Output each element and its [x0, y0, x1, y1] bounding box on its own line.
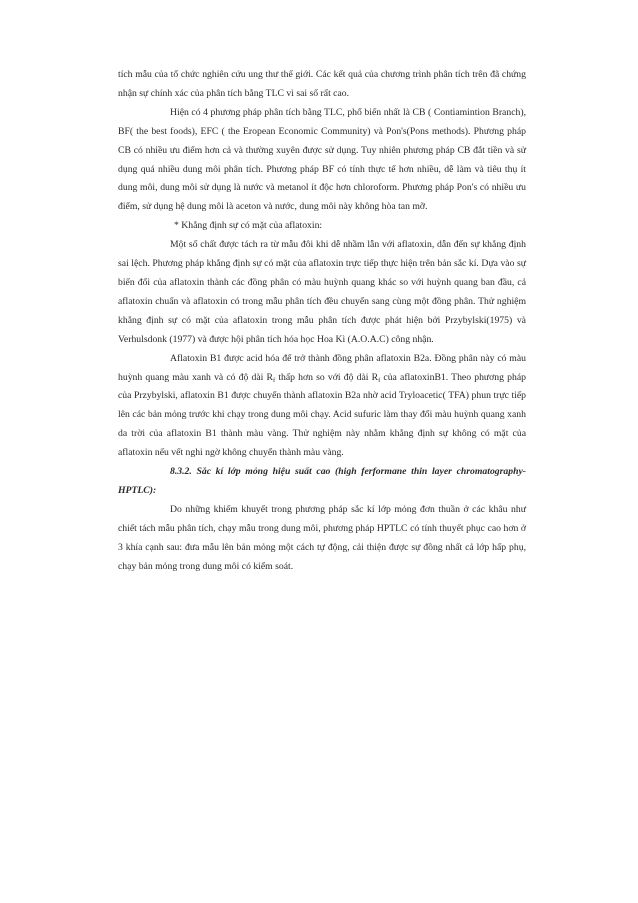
rf-subscript: f: [378, 376, 381, 384]
confirm-aflatoxin-heading: * Khẳng định sự có mặt của aflatoxin:: [174, 220, 323, 232]
b1-text-part3: của aflatoxinB1. Theo phương pháp của Przybylski, aflatoxin B1 được chuyển thành aflatoxin B2a nhờ acid Tryloacetic( TFA) phun trực tiếp lên các bản mỏng trước khi chạy trong dung môi chạy. Acid sufuric làm thay đổi màu huỳnh quang xanh da trời của aflatoxin B1 thành màu vàng. Thử nghiệm này nhằm khẳng định sự không có mặt của aflatoxin nếu vết nghi ngờ không chuyển thành màu vàng.: [118, 371, 526, 459]
tlc-methods-paragraph: Hiện có 4 phương pháp phân tích bằng TLC, phổ biến nhất là CB ( Contiamintion Branch), BF( the best foods), EFC ( the Eropean Economic Community) và Pon's(Pons methods). Phương pháp CB có nhiều ưu điểm hơn cả và thường xuyên được sử dụng. Tuy nhiên phương pháp CB đắt tiền và sử dụng quá nhiều dung môi phân tích. Phương pháp BF có tính thực tế hơn nhiều, dễ làm và tiêu thụ ít dung môi, dung môi sử dụng là nước và metanol ít độc hơn chloroform. Phương pháp Pon's có nhiều ưu điểm, sử dụng hệ dung môi là aceton và nước, dung môi này không hòa tan mỡ.: [118, 106, 526, 213]
rf-subscript: f: [273, 376, 276, 384]
b1-text-part2: thấp hơn so với độ dài R: [275, 371, 379, 383]
confirm-aflatoxin-paragraph: Một số chất được tách ra từ mẫu đôi khi dễ nhầm lẫn với aflatoxin, dẫn đến sự khẳng định sai lệch. Phương pháp khẳng định sự có mặt của aflatoxin trực tiếp thực hiện trên bản sắc kí. Dựa vào sự biến đổi của aflatoxin thành các đồng phân có màu huỳnh quang khác so với huỳnh quang ban đầu, cả aflatoxin chuẩn và aflatoxin có trong mẫu phân tích đều chuyển sang cùng một đồng phân. Thử nghiệm khẳng định sự có mặt của aflatoxin trong mẫu phân tích được phát hiện bởi Przybylski(1975) và Verhulsdonk (1977) và được hội phân tích hóa học Hoa Kì (A.O.A.C) công nhận.: [118, 239, 526, 345]
hptlc-paragraph: Do những khiếm khuyết trong phương pháp sắc kí lớp mỏng đơn thuần ở các khâu như chiết tách mẫu phân tích, chạy mẫu trong dung môi, phương pháp HPTLC có tính thuyết phục cao hơn ở 3 khía cạnh sau: đưa mẫu lên bản mỏng một cách tự động, cải thiện được sự đồng nhất cả lớp hấp phụ, chạy bản mỏng trong dung môi có kiểm soát.: [118, 503, 526, 572]
b1-text-part1: Aflatoxin B1 được acid hóa để trở thành đồng phân aflatoxin B2a. Đồng phân này có màu huỳnh quang màu xanh và có độ dài R: [118, 352, 526, 383]
hptlc-section-heading: 8.3.2. Sắc kí lớp mỏng hiệu suất cao (high ferformane thin layer chromatography-HPTLC):: [118, 466, 526, 496]
intro-continued-paragraph: tích mẫu của tổ chức nghiên cứu ung thư thế giới. Các kết quả của chương trình phân tích trên đã chứng nhận sự chính xác của phân tích bằng TLC vì sai số rất cao.: [118, 69, 526, 99]
aflatoxin-b1-paragraph: [118, 350, 526, 463]
document-body: [118, 66, 526, 576]
